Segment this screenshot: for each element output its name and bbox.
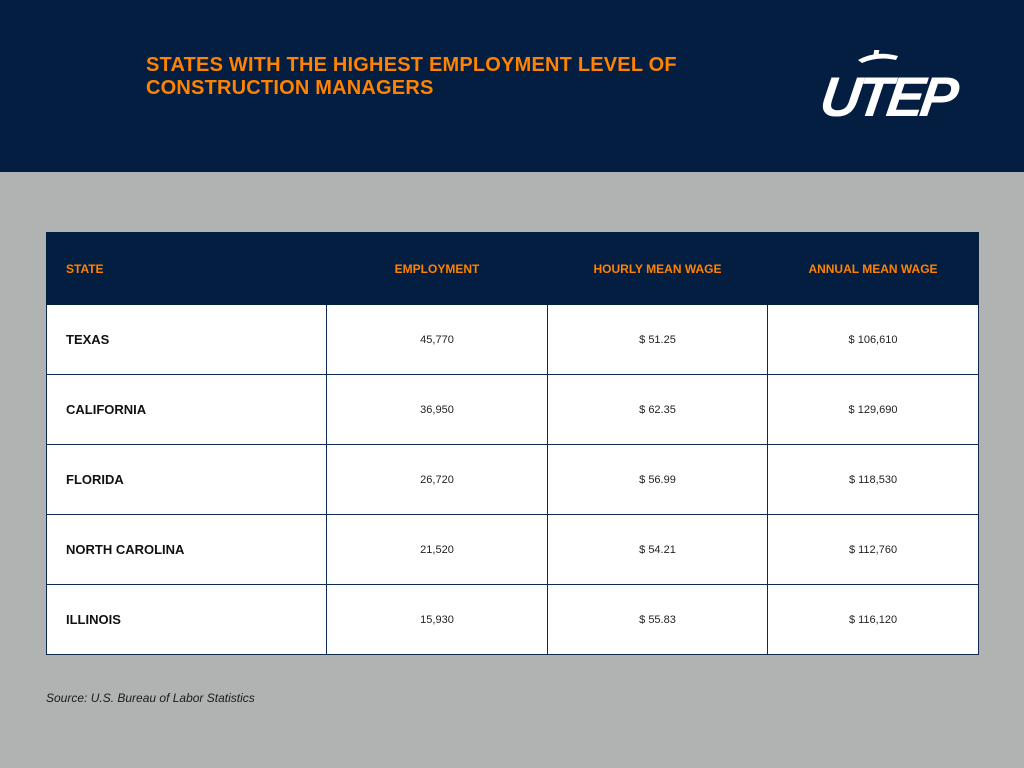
source-note: Source: U.S. Bureau of Labor Statistics — [46, 691, 255, 705]
wage-table — [46, 232, 979, 655]
wage-table-container — [46, 232, 978, 655]
cell-annual-wage: $ 118,530 — [768, 445, 979, 515]
cell-annual-wage: $ 129,690 — [768, 375, 979, 445]
column-header-state: STATE — [47, 233, 327, 305]
column-header-hourly-wage: HOURLY MEAN WAGE — [548, 233, 768, 305]
table-row — [47, 375, 979, 445]
cell-state: NORTH CAROLINA — [47, 515, 327, 585]
table-row — [47, 515, 979, 585]
cell-hourly-wage: $ 51.25 — [548, 305, 768, 375]
cell-annual-wage: $ 116,120 — [768, 585, 979, 655]
svg-text:UTEP: UTEP — [816, 65, 959, 128]
table-row — [47, 305, 979, 375]
column-header-employment: EMPLOYMENT — [327, 233, 548, 305]
cell-employment: 26,720 — [327, 445, 548, 515]
cell-hourly-wage: $ 62.35 — [548, 375, 768, 445]
cell-hourly-wage: $ 55.83 — [548, 585, 768, 655]
page-title: STATES WITH THE HIGHEST EMPLOYMENT LEVEL OF CONSTRUCTION MANAGERS — [146, 54, 677, 99]
header-banner — [0, 0, 1024, 172]
cell-state: TEXAS — [47, 305, 327, 375]
table-row — [47, 445, 979, 515]
cell-state: ILLINOIS — [47, 585, 327, 655]
cell-hourly-wage: $ 56.99 — [548, 445, 768, 515]
cell-state: FLORIDA — [47, 445, 327, 515]
cell-state: CALIFORNIA — [47, 375, 327, 445]
table-row — [47, 585, 979, 655]
cell-hourly-wage: $ 54.21 — [548, 515, 768, 585]
cell-employment: 45,770 — [327, 305, 548, 375]
cell-employment: 36,950 — [327, 375, 548, 445]
cell-annual-wage: $ 106,610 — [768, 305, 979, 375]
table-header-row — [47, 233, 979, 305]
cell-employment: 21,520 — [327, 515, 548, 585]
cell-annual-wage: $ 112,760 — [768, 515, 979, 585]
column-header-annual-wage: ANNUAL MEAN WAGE — [768, 233, 979, 305]
utep-logo-icon — [816, 46, 959, 132]
cell-employment: 15,930 — [327, 585, 548, 655]
